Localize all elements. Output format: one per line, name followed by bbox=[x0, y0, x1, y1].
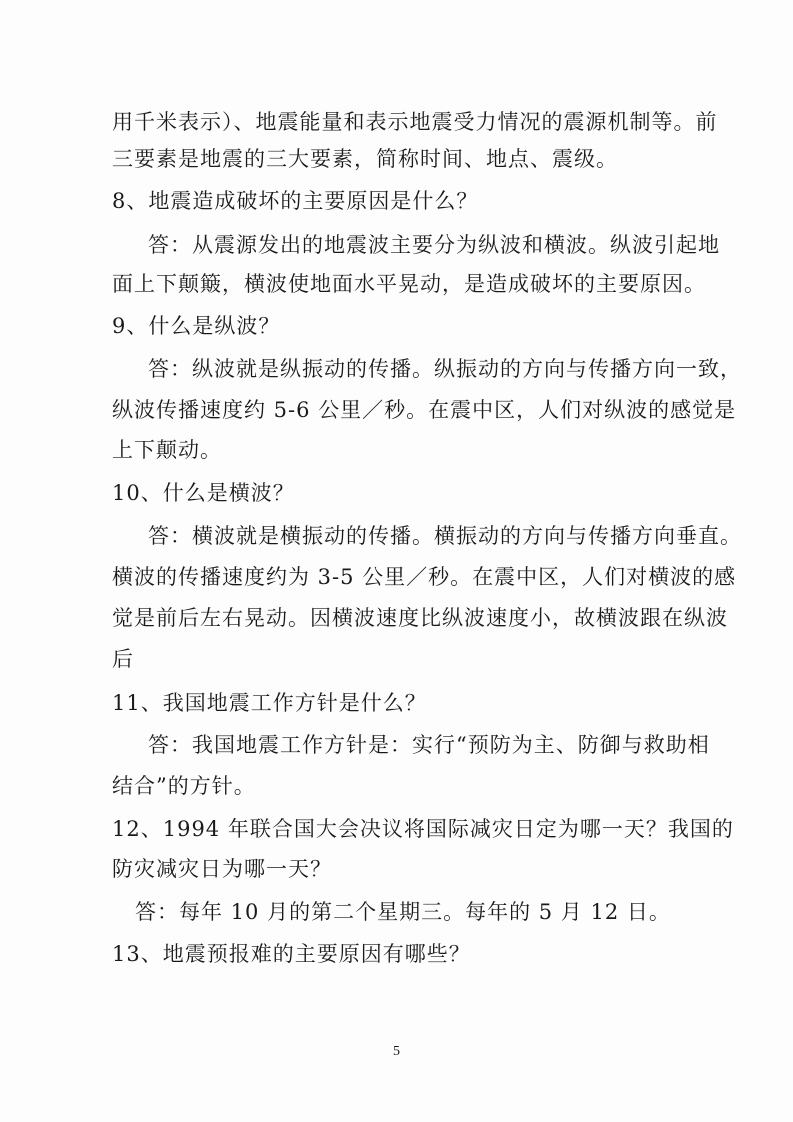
answer-line: 答：纵波就是纵振动的传播。纵振动的方向与传播方向一致， bbox=[148, 357, 742, 381]
text-line: 结合”的方针。 bbox=[112, 774, 256, 798]
question-heading: 13、地震预报难的主要原因有哪些？ bbox=[112, 942, 471, 966]
text-line: 横波的传播速度约为 3-5 公里／秒。在震中区，人们对横波的感 bbox=[112, 565, 737, 589]
question-heading: 10、什么是横波？ bbox=[112, 481, 295, 505]
answer-line: 答：横波就是横振动的传播。横振动的方向与传播方向垂直。 bbox=[148, 524, 742, 548]
question-heading: 12、1994 年联合国大会决议将国际减灾日定为哪一天？我国的 bbox=[112, 817, 734, 841]
answer-line: 答：从震源发出的地震波主要分为纵波和横波。纵波引起地 bbox=[148, 233, 720, 257]
answer-line: 答：我国地震工作方针是：实行“预防为主、防御与救助相 bbox=[148, 733, 710, 757]
text-line: 纵波传播速度约 5-6 公里／秒。在震中区，人们对纵波的感觉是 bbox=[112, 398, 737, 422]
answer-line: 答：每年 10 月的第二个星期三。每年的 5 月 12 日。 bbox=[135, 900, 671, 924]
question-heading: 9、什么是纵波？ bbox=[112, 314, 281, 338]
text-line: 觉是前后左右晃动。因横波速度比纵波速度小，故横波跟在纵波 bbox=[112, 606, 728, 630]
text-line: 面上下颠簸，横波使地面水平晃动，是造成破坏的主要原因。 bbox=[112, 272, 706, 296]
question-heading: 8、地震造成破坏的主要原因是什么？ bbox=[112, 189, 479, 213]
text-line: 用千米表示）、地震能量和表示地震受力情况的震源机制等。前 bbox=[112, 110, 718, 134]
page-number: 5 bbox=[393, 1044, 400, 1059]
text-line: 上下颠动。 bbox=[112, 438, 222, 462]
text-line: 三要素是地震的三大要素，简称时间、地点、震级。 bbox=[112, 147, 618, 171]
text-line: 后 bbox=[112, 647, 134, 671]
text-line: 防灾减灾日为哪一天？ bbox=[112, 857, 332, 881]
question-heading: 11、我国地震工作方针是什么？ bbox=[112, 691, 427, 715]
